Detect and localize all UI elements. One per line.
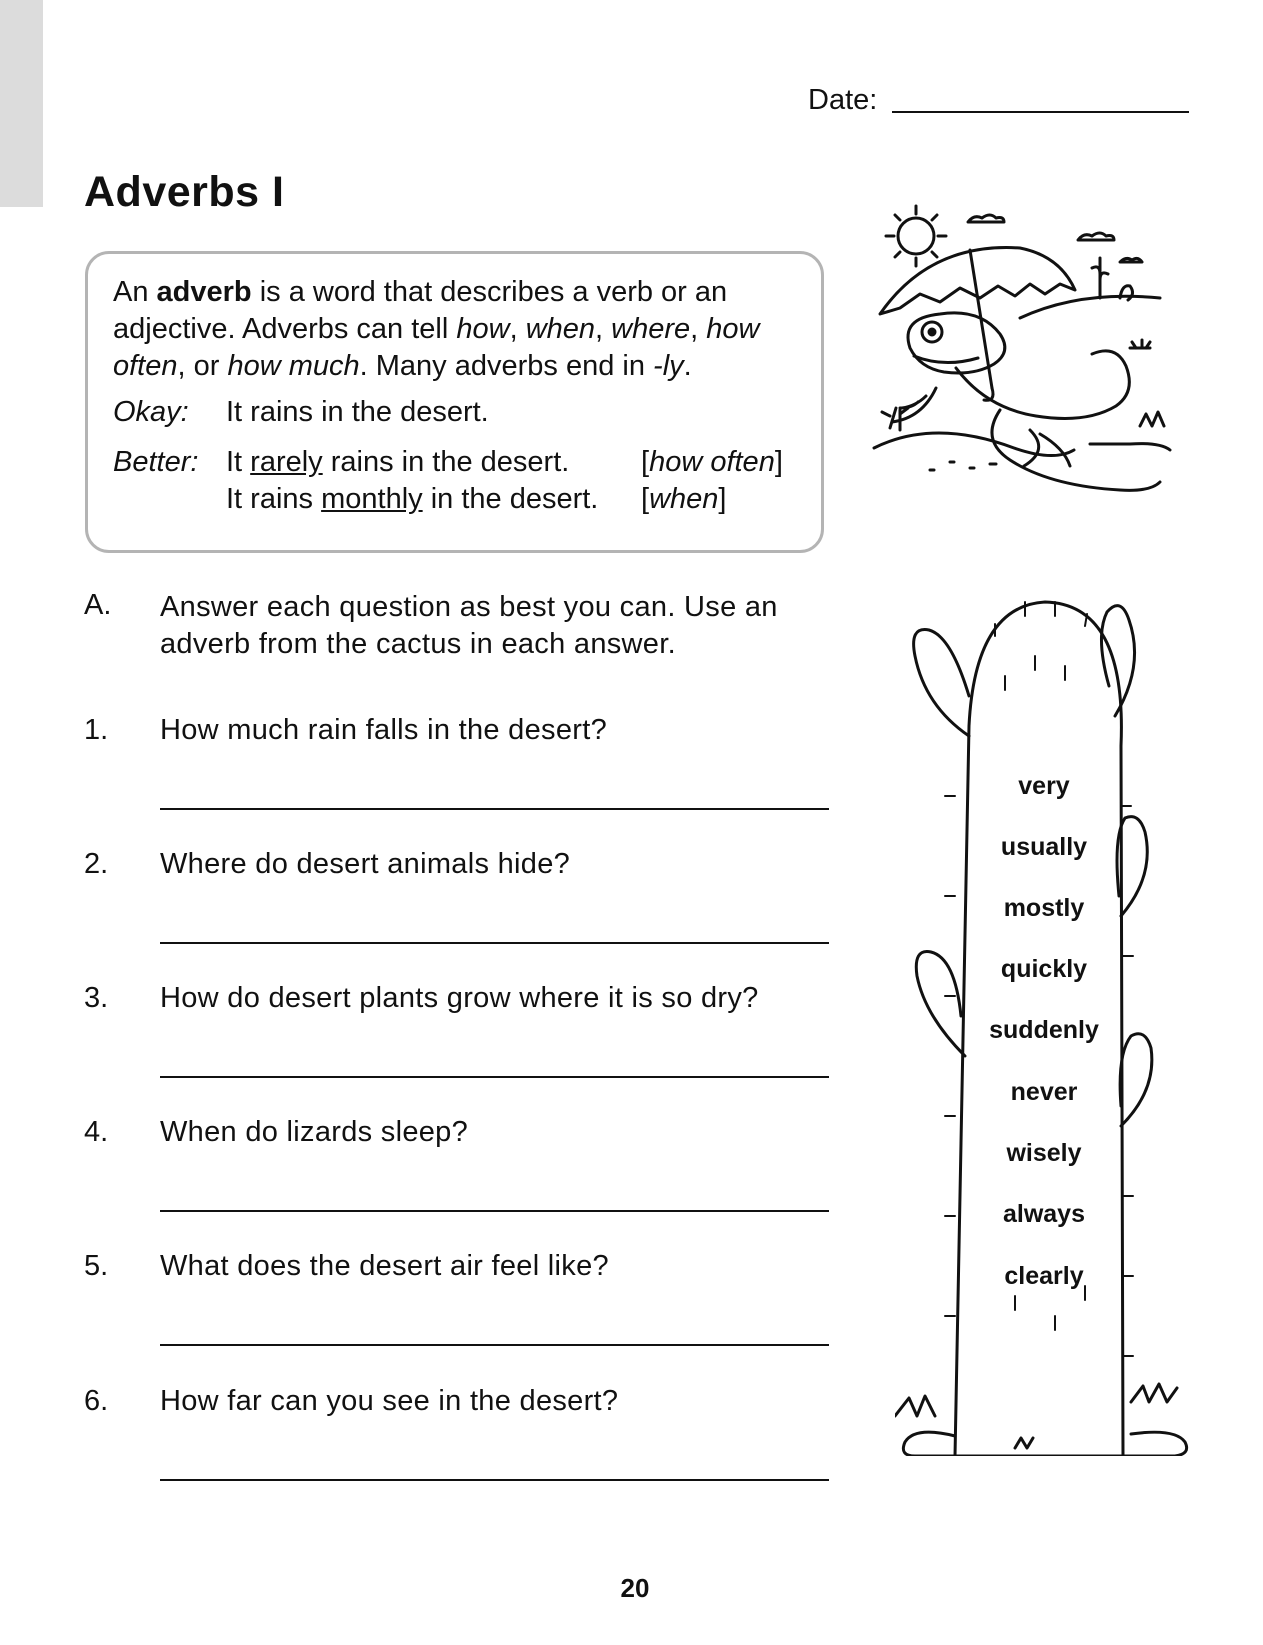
answer-line-4[interactable] [160,1210,829,1212]
page-number: 20 [620,1573,650,1603]
date-label: Date: [808,84,878,116]
question-number: 4. [84,1116,109,1148]
question-number: 3. [84,982,109,1014]
cactus-word-clearly: clearly [1004,1262,1084,1290]
answer-line-3[interactable] [160,1076,829,1078]
cactus-word-mostly: mostly [1003,894,1085,922]
tag-when: [when] [641,483,727,515]
tag-how-often: [how often] [641,446,783,478]
question-number: 6. [84,1385,109,1417]
rule-definition: An adverb is a word that describes a verb or an adjective. Adverbs can tell how, when, where, how often, or how much. Many adverbs end in -ly. [113,276,760,382]
question-text: How far can you see in the desert? [160,1385,619,1417]
page-edge-tab [0,0,43,207]
better-sentence-2: It rains monthly in the desert. [226,483,599,515]
question-text: What does the desert air feel like? [160,1250,609,1282]
cactus-word-very: very [1018,772,1070,800]
example-adverb-monthly: monthly [321,483,423,515]
cactus-word-quickly: quickly [1000,955,1088,983]
date-input-line[interactable] [892,111,1189,113]
okay-label: Okay: [113,396,189,428]
cactus-word-wisely: wisely [1006,1139,1082,1167]
better-sentence-1: It rarely rains in the desert. [226,446,570,478]
question-number: 1. [84,714,109,746]
okay-sentence: It rains in the desert. [226,396,489,428]
cactus-word-always: always [1002,1200,1085,1228]
question-text: Where do desert animals hide? [160,848,571,880]
lizard-umbrella-illustration [870,198,1185,508]
answer-line-2[interactable] [160,942,829,944]
cactus-word-suddenly: suddenly [989,1016,1099,1044]
term-adverb: adverb [156,276,252,308]
answer-line-5[interactable] [160,1344,829,1346]
page-title: Adverbs I [84,168,285,216]
question-number: 5. [84,1250,109,1282]
section-letter: A. [84,589,112,621]
cactus-word-usually: usually [1000,833,1088,861]
section-instructions: Answer each question as best you can. Use an adverb from the cactus in each answer. [160,591,778,660]
answer-line-6[interactable] [160,1479,829,1481]
example-adverb-rarely: rarely [250,446,323,478]
cactus-word-never: never [1010,1078,1078,1106]
question-number: 2. [84,848,109,880]
question-text: How much rain falls in the desert? [160,714,608,746]
better-label: Better: [113,446,199,478]
question-text: When do lizards sleep? [160,1116,469,1148]
answer-line-1[interactable] [160,808,829,810]
question-text: How do desert plants grow where it is so dry? [160,982,759,1014]
